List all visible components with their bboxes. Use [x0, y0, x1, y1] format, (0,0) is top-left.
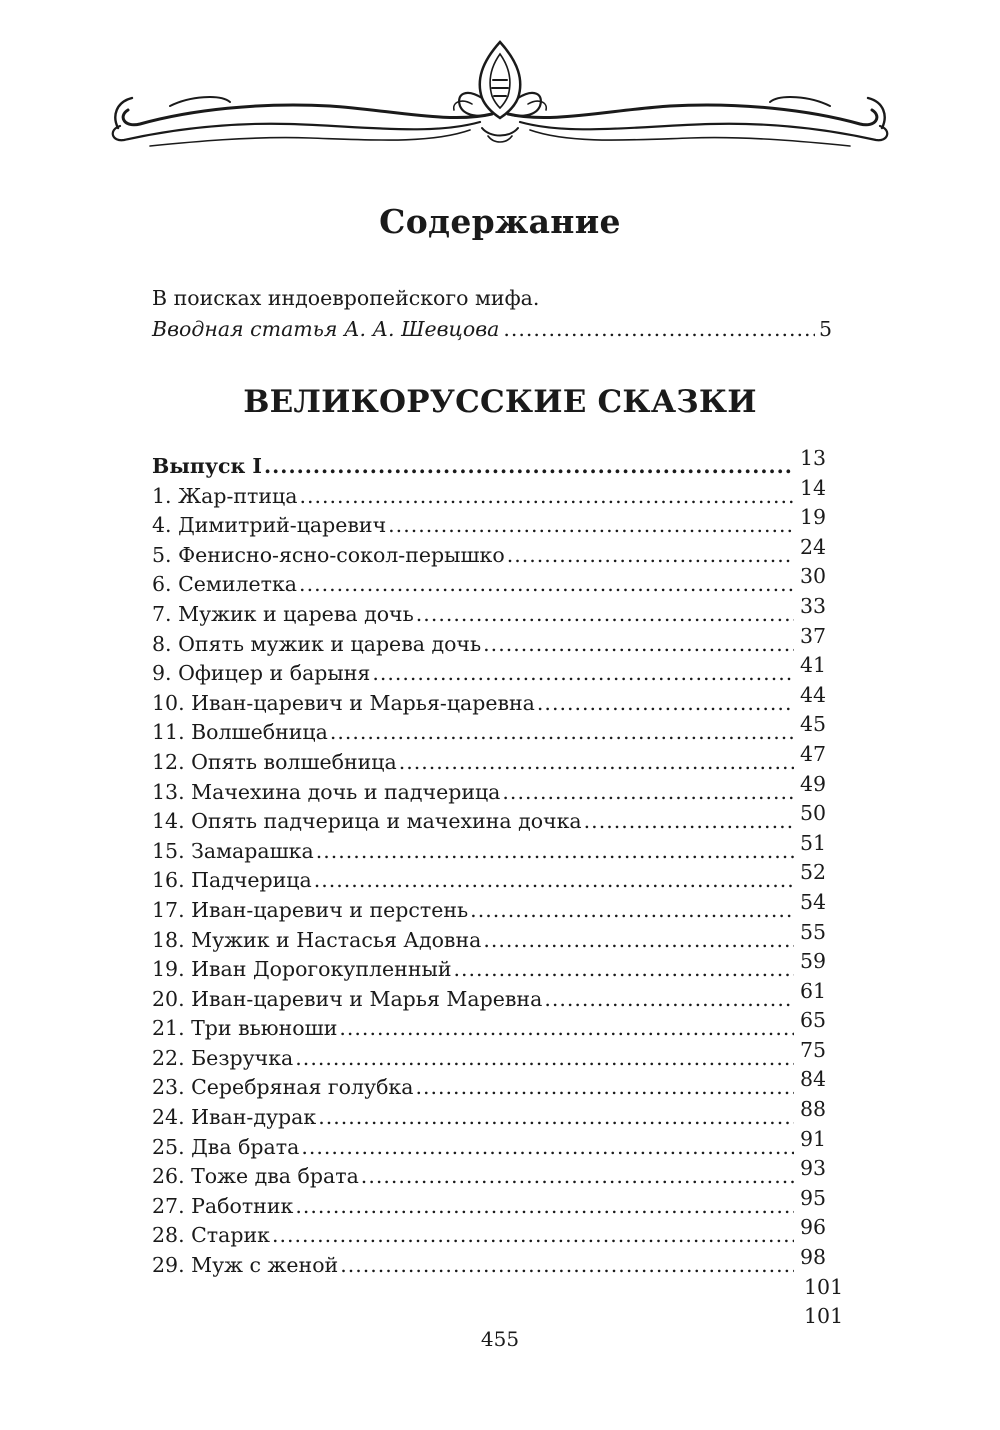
dot-leader: [584, 807, 794, 837]
dot-leader: [361, 1162, 794, 1192]
flourish-ornament-icon: [110, 40, 890, 160]
toc-page-number: 91: [800, 1126, 827, 1151]
toc-entry-title: 4. Димитрий-царевич: [152, 513, 387, 538]
toc-entry[interactable]: [152, 1185, 840, 1222]
toc-page-number: 24: [800, 534, 827, 559]
toc-entry-title: 10. Иван-царевич и Марья-царевна: [152, 690, 535, 715]
toc-page-number: 98: [800, 1245, 827, 1270]
toc-entry-title: 17. Иван-царевич и перстень: [152, 897, 469, 922]
dot-leader: [537, 689, 794, 719]
toc-entry[interactable]: [152, 505, 840, 541]
toc-entry-title: 20. Иван-царевич и Марья Маревна: [152, 986, 543, 1011]
dot-leader: [295, 1192, 794, 1222]
toc-page-number: 88: [800, 1097, 827, 1122]
toc-entry-title: 24. Иван-дурак: [152, 1105, 317, 1130]
toc-page-number: 30: [800, 564, 827, 589]
toc-page-number: 52: [800, 860, 827, 885]
toc-entry-title: 19. Иван Дорогокупленный: [152, 957, 452, 982]
dot-leader: [314, 866, 794, 896]
dot-leader: [503, 314, 815, 345]
dot-leader: [507, 541, 794, 571]
table-of-contents: [152, 446, 844, 1329]
toc-entry[interactable]: [152, 978, 840, 1015]
dot-leader: [415, 1073, 794, 1103]
toc-entry-title: Выпуск I: [152, 454, 263, 478]
toc-entry-title: 14. Опять падчерица и мачехина дочка: [152, 809, 582, 834]
intro-author: Вводная статья А. А. Шевцова: [152, 317, 500, 341]
dot-leader: [299, 482, 794, 512]
intro-subtitle-row: [152, 314, 832, 345]
toc-entry[interactable]: [152, 653, 840, 689]
toc-page-number: 65: [800, 1008, 827, 1033]
toc-entry[interactable]: [152, 1126, 840, 1163]
toc-entry[interactable]: [152, 712, 840, 748]
toc-page-number: 96: [800, 1215, 827, 1240]
toc-entry-title: 21. Три вьюноши: [152, 1016, 338, 1041]
toc-page-number: 45: [800, 712, 827, 737]
toc-entry[interactable]: [152, 1008, 840, 1044]
toc-entry-title: 18. Мужик и Настасья Адовна: [152, 927, 482, 952]
toc-entry-title: 27. Работник: [152, 1193, 294, 1218]
intro-entry[interactable]: [152, 283, 832, 345]
dot-leader: [372, 659, 794, 689]
toc-page-number: 41: [800, 653, 827, 678]
toc-entry[interactable]: [152, 949, 840, 985]
toc-page-number: 95: [800, 1185, 827, 1210]
toc-entry[interactable]: [152, 1097, 840, 1133]
toc-entry[interactable]: [152, 1037, 840, 1074]
toc-page-number: 49: [800, 771, 827, 796]
intro-title: В поисках индоевропейского мифа.: [152, 286, 540, 310]
toc-entry-title: 22. Безручка: [152, 1045, 294, 1070]
toc-entry[interactable]: [152, 1067, 840, 1103]
toc-entry-title: 23. Серебряная голубка: [152, 1075, 414, 1100]
page-title: Содержание: [379, 202, 621, 241]
dot-leader: [299, 570, 794, 600]
toc-page-number: 13: [800, 446, 827, 470]
toc-entry[interactable]: [152, 741, 840, 778]
toc-page-number: 14: [800, 475, 827, 500]
dot-leader: [330, 718, 794, 748]
toc-entry[interactable]: [152, 1215, 840, 1251]
dot-leader: [454, 955, 795, 985]
toc-entry-title: 28. Старик: [152, 1223, 270, 1248]
dot-leader: [295, 1044, 794, 1074]
toc-entry[interactable]: [152, 475, 840, 512]
toc-page-number: 50: [800, 801, 827, 826]
toc-entry-title: 15. Замарашка: [152, 838, 314, 863]
toc-entry[interactable]: [152, 593, 840, 630]
dot-leader: [470, 896, 794, 926]
toc-entry-title: 25. Два брата: [152, 1134, 300, 1159]
toc-page-number: 37: [800, 623, 827, 648]
toc-page-number: 84: [800, 1067, 827, 1092]
toc-entry[interactable]: [152, 889, 840, 926]
toc-part-heading[interactable]: [152, 446, 840, 482]
toc-entry-title: 1. Жар-птица: [152, 483, 298, 508]
dot-leader: [272, 1221, 794, 1251]
toc-entry[interactable]: [152, 801, 840, 837]
toc-page-number: 47: [800, 741, 827, 766]
toc-entry-title: 8. Опять мужик и царева дочь: [152, 631, 482, 656]
toc-entry[interactable]: [152, 771, 840, 808]
dot-leader: [318, 1103, 794, 1133]
toc-page-number: 75: [800, 1037, 827, 1062]
dot-leader: [544, 985, 794, 1015]
dot-leader: [301, 1133, 794, 1163]
dot-leader: [502, 778, 794, 808]
dot-leader: [339, 1014, 794, 1044]
toc-page-number: 101: [804, 1274, 844, 1299]
page-number: 455: [480, 1327, 520, 1351]
dot-leader: [388, 511, 794, 541]
toc-page-number: 55: [800, 919, 827, 944]
toc-entry[interactable]: [152, 919, 840, 956]
toc-entry-title: 12. Опять волшебница: [152, 749, 397, 774]
toc-entry-title: 6. Семилетка: [152, 572, 298, 597]
dot-leader: [399, 748, 794, 778]
toc-entry[interactable]: [152, 564, 840, 600]
toc-page-number: 54: [800, 889, 827, 914]
toc-entry-title: 7. Мужик и царева дочь: [152, 601, 414, 626]
toc-page-number: 59: [800, 949, 827, 974]
toc-page-number: 93: [800, 1156, 827, 1181]
toc-page-number: 44: [800, 682, 827, 707]
toc-entry-title: 9. Офицер и барыня: [152, 661, 371, 686]
toc-entry-title: 11. Волшебница: [152, 720, 328, 745]
toc-entry[interactable]: [152, 623, 840, 660]
toc-page-number: 51: [800, 830, 827, 855]
dot-leader: [340, 1251, 794, 1281]
dot-leader: [483, 630, 794, 660]
toc-entry-title: 13. Мачехина дочь и падчерица: [152, 779, 501, 804]
toc-entry-title: 29. Муж с женой: [152, 1253, 339, 1278]
toc-page-number: 19: [800, 505, 827, 530]
toc-entry-title: 5. Фенисно-ясно-сокол-перышко: [152, 542, 505, 567]
toc-entry[interactable]: [152, 534, 840, 571]
toc-entry[interactable]: [152, 682, 840, 719]
dot-leader: [416, 600, 794, 630]
toc-entry[interactable]: [152, 860, 840, 896]
toc-entry[interactable]: [152, 1156, 840, 1192]
toc-page-number: 61: [800, 978, 827, 1003]
dot-leader: [483, 926, 794, 956]
dot-leader: [316, 837, 794, 867]
toc-entry-title: 26. Тоже два брата: [152, 1164, 359, 1189]
toc-entry[interactable]: [152, 830, 840, 867]
intro-page-number: 5: [818, 317, 832, 341]
toc-entry-title: 16. Падчерица: [152, 868, 312, 893]
section-heading: ВЕЛИКОРУССКИЕ СКАЗКИ: [243, 384, 757, 420]
toc-entry[interactable]: [152, 1245, 840, 1281]
toc-page-number: 101: [804, 1304, 844, 1329]
dot-leader: [264, 452, 794, 482]
toc-page-number: 33: [800, 593, 827, 618]
